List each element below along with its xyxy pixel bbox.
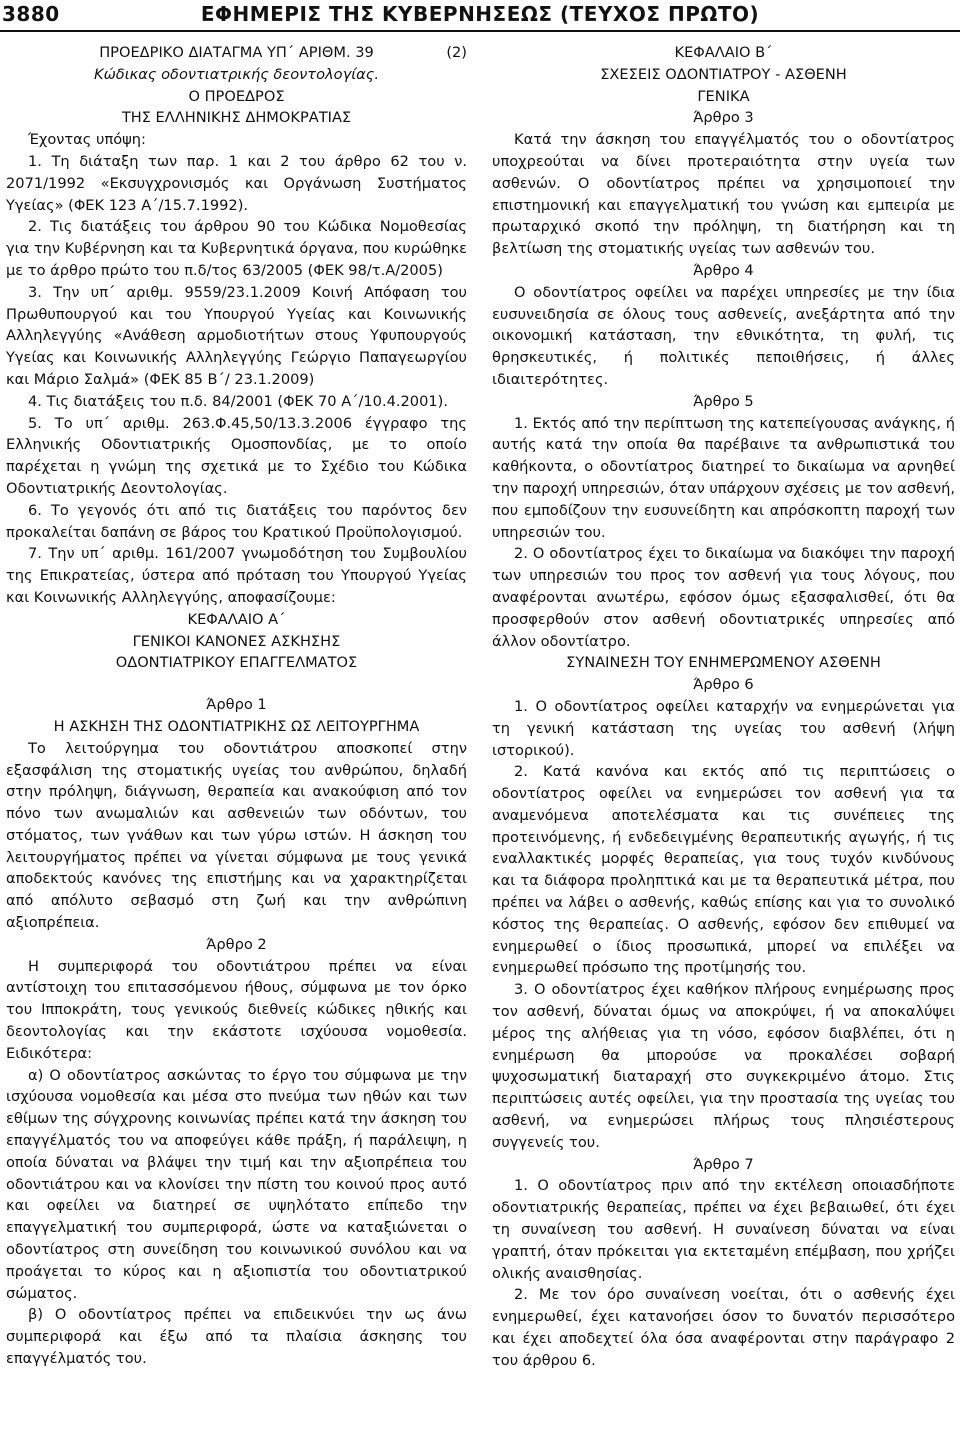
article-3-heading: Άρθρο 3 [693, 109, 754, 127]
article-7-paragraph-1: 1. Ο οδοντίατρος πριν από την εκτέλεση οποιασδήποτε οδοντιατρικής θεραπείας, πρέπει να έχει βεβαιωθεί, ότι έχει τη συναίνεση του ασθενή. Η συναίνεση δύναται να είναι γραπτή, όταν πρόκειται για εκτεταμένη επέμβαση, που χρήζει ολικής αναισθησίας. [492, 1177, 955, 1282]
page-number: 3880 [2, 2, 60, 26]
article-3-text: Κατά την άσκηση του επαγγέλματός του ο οδοντίατρος υποχρεούται να δίνει προτεραιότητα στην υγεία των ασθενών. Ο οδοντίατρος πρέπει να χρησιμοποιεί την επιστημονική και επαγγελματική του γνώση και εμπειρία με πρωταρχικό σκοπό την πρόληψη, τη διατήρηση και τη βελτίωση της στοματικής υγείας των ασθενών του. [492, 131, 955, 258]
president-heading: Ο ΠΡΟΕΔΡΟΣ [188, 87, 285, 105]
decree-subtitle: Κώδικας οδοντιατρικής δεοντολογίας. [94, 65, 379, 83]
article-4-text: Ο οδοντίατρος οφείλει να παρέχει υπηρεσίες με την ίδια ευσυνειδησία σε όλους τους ασθενείς, ανεξάρτητα από την οικονομική κατάσταση, την εθνικότητα, τη φυλή, τις θρησκευτικές, ή πολιτικές πεποιθήσεις, ή άλλες ιδιαιτερότητες. [492, 283, 955, 388]
article-2-b: β) Ο οδοντίατρος πρέπει να επιδεικνύει την ως άνω συμπεριφορά και έξω από τα πλαίσια άσκησης του επαγγέλματός του. [6, 1306, 467, 1368]
gazette-title: ΕΦΗΜΕΡΙΣ ΤΗΣ ΚΥΒΕΡΝΗΣΕΩΣ (ΤΕΥΧΟΣ ΠΡΩΤΟ) [200, 2, 760, 26]
article-5-paragraph-1: 1. Εκτός από την περίπτωση της κατεπείγουσας ανάγκης, ή αυτής κατά την οποία θα παρέβαινε τα ανθρωπιστικά του καθήκοντα, ο οδοντίατρος διατηρεί το δικαίωμα να αρνηθεί την παροχή υπηρεσιών, όταν υπάρχουν σχέσεις με τον ασθενή, που εμποδίζουν την ευσυνείδητη και απρόσκοπτη παροχή των υπηρεσιών του. [492, 414, 955, 541]
article-6-heading: Άρθρο 6 [693, 676, 754, 694]
article-6-paragraph-3: 3. Ο οδοντίατρος έχει καθήκον πλήρους ενημέρωσης προς τον ασθενή, δύναται όμως να αποκρύψει, ή να αποκαλύψει μέρος της αλήθειας για τη νόσο, εφόσον διαβλέπει, ότι η ενημέρωση θα μπορούσε να προκαλέσει σοβαρή ψυχοσωματική διαταραχή στο συγκεκριμένο άτομο. Στις περιπτώσεις αυτές οφείλει, για την προστασία της υγείας του ασθενή, να ενημερώσει πλήρως τους πλησιέστερους συγγενείς του. [492, 981, 955, 1151]
chapter-b-title: ΣΧΕΣΕΙΣ ΟΔΟΝΤΙΑΤΡΟΥ - ΑΣΘΕΝΗ [600, 65, 847, 83]
article-2-heading: Άρθρο 2 [206, 935, 267, 953]
article-1-text: Το λειτούργημα του οδοντιάτρου αποσκοπεί στην εξασφάλιση της στοματικής υγείας του ανθρώπου, δηλαδή στην πρόληψη, διάγνωση, θεραπεία και ανακούφιση από τον πόνο των ανωμαλιών και ασθενειών των οδόντων, του στόματος, των γνάθων και των γύρω ιστών. Η άσκηση του λειτουργήματος πρέπει να γίνεται σύμφωνα με τους γενικά αποδεκτούς κανόνες της επιστήμης και να χαρακτηρίζεται από απόλυτο σεβασμό στη ζωή και την ανθρώπινη αξιοπρέπεια. [6, 739, 467, 932]
consideration-7: 7. Την υπ΄ αριθμ. 161/2007 γνωμοδότηση του Συμβουλίου της Επικρατείας, ύστερα από πρόταση του Υπουργού Υγείας και Κοινωνικής Αλληλεγγύης, αποφασίζουμε: [6, 545, 467, 606]
article-5-heading: Άρθρο 5 [693, 392, 754, 410]
chapter-a-title-2: ΟΔΟΝΤΙΑΤΡΙΚΟΥ ΕΠΑΓΓΕΛΜΑΤΟΣ [115, 654, 358, 672]
header-rule [0, 30, 960, 32]
general-heading: ΓΕΝΙΚΑ [697, 87, 750, 105]
having-regard: Έχοντας υπόψη: [28, 131, 146, 149]
decree-number-tag: (2) [446, 44, 467, 61]
republic-heading: ΤΗΣ ΕΛΛΗΝΙΚΗΣ ΔΗΜΟΚΡΑΤΙΑΣ [121, 109, 352, 127]
right-column [492, 42, 955, 1372]
article-5-paragraph-2: 2. Ο οδοντίατρος έχει το δικαίωμα να διακόψει την παροχή των υπηρεσιών του προς τον ασθενή για τους λόγους, που αναφέρονται ανωτέρω, εφόσον όμως εξασφαλισθεί, ότι θα προσφερθούν στον ασθενή οδοντιατρικές υπηρεσίες από άλλον οδοντίατρο. [492, 545, 955, 650]
consideration-2: 2. Τις διατάξεις του άρθρου 90 του Κώδικα Νομοθεσίας για την Κυβέρνηση και τα Κυβερνητικά όργανα, που κυρώθηκε με το άρθρο πρώτο του π.δ/τος 63/2005 (ΦΕΚ 98/τ.Α/2005) [6, 218, 467, 279]
chapter-a-title-1: ΓΕΝΙΚΟΙ ΚΑΝΟΝΕΣ ΑΣΚΗΣΗΣ [132, 632, 341, 650]
page-header [0, 0, 960, 32]
article-1-title: Η ΑΣΚΗΣΗ ΤΗΣ ΟΔΟΝΤΙΑΤΡΙΚΗΣ ΩΣ ΛΕΙΤΟΥΡΓΗΜΑ [53, 717, 420, 735]
article-7-paragraph-2: 2. Με τον όρο συναίνεση νοείται, ότι ο ασθενής έχει ενημερωθεί, έχει κατανοήσει όσον το δυνατόν περισσότερο και έχει αποδεχτεί όλα όσα αναφέρονται στην παράγραφο 2 του άρθρου 6. [492, 1286, 955, 1369]
consideration-4: 4. Τις διατάξεις του π.δ. 84/2001 (ΦΕΚ 70 Α΄/10.4.2001). [28, 392, 448, 410]
consent-heading: ΣΥΝΑΙΝΕΣΗ ΤΟΥ ΕΝΗΜΕΡΩΜΕΝΟΥ ΑΣΘΕΝΗ [566, 654, 881, 672]
decree-title: ΠΡΟΕΔΡΙΚΟ ΔΙΑΤΑΓΜΑ ΥΠ΄ ΑΡΙΘΜ. 39 [99, 44, 374, 61]
article-2-a: α) Ο οδοντίατρος ασκώντας το έργο του σύμφωνα με την ισχύουσα νομοθεσία και μέσα στο πνεύμα των ηθών και των εθίμων της σύγχρονης κοινωνίας πρέπει κατά την άσκηση του επαγγέλματός του να αποφεύγει κάθε πράξη, ή παράλειψη, η οποία δύναται να βλάψει την τιμή και την αξιοπρέπεια του οδοντιάτρου και να κλονίσει την πίστη του κοινού προς αυτό και οφείλει να διατηρεί σε υψηλότατο επίπεδο την επαγγελματική του συμπεριφορά, ώστε να καταξιώνεται ο οδοντίατρος στη συνείδηση του κοινωνικού συνόλου και να προάγεται το κύρος και η αξιοπιστία του οδοντιατρικού σώματος. [6, 1066, 467, 1302]
chapter-b-heading: ΚΕΦΑΛΑΙΟ Β΄ [674, 44, 773, 61]
consideration-3: 3. Την υπ΄ αριθμ. 9559/23.1.2009 Κοινή Απόφαση του Πρωθυπουργού και του Υπουργού Υγείας και Κοινωνικής Αλληλεγγύης «Ανάθεση αρμοδιοτήτων στους Υφυπουργούς Υγείας και Κοινωνικής Αλληλεγγύης Γεώργιο Παπαγεωργίου και Μάριο Σαλμά» (ΦΕΚ 85 Β΄/ 23.1.2009) [6, 283, 467, 388]
article-2-text: Η συμπεριφορά του οδοντιάτρου πρέπει να είναι αντίστοιχη του επιτασσόμενου ήθους, σύμφωνα με τον όρκο του Ιπποκράτη, τους γενικούς διεθνείς κώδικες ηθικής και δεοντολογίας και την εκάστοτε ισχύουσα νομοθεσία. Ειδικότερα: [6, 957, 467, 1062]
consideration-1: 1. Τη διάταξη των παρ. 1 και 2 του άρθρο 62 του ν. 2071/1992 «Εκσυγχρονισμός και Οργάνωση Συστήματος Υγείας» (ΦΕΚ 123 Α΄/15.7.1992). [6, 152, 467, 214]
article-1-heading: Άρθρο 1 [206, 696, 267, 714]
consideration-5: 5. Το υπ΄ αριθμ. 263.Φ.45,50/13.3.2006 έγγραφο της Ελληνικής Οδοντιατρικής Ομοσπονδίας, με το οποίο παρέχεται η γνώμη της σχετικά με το Σχέδιο του Κώδικα Οδοντιατρικής Δεοντολογίας. [6, 414, 467, 497]
article-7-heading: Άρθρο 7 [693, 1155, 754, 1173]
article-6-paragraph-2: 2. Κατά κανόνα και εκτός από τις περιπτώσεις ο οδοντίατρος οφείλει να ενημερώσει τον ασθενή για τα αναμενόμενα αποτελέσματα και τις συνέπειες της προτεινόμενης, ή ενδεδειγμένης θεραπευτικής αγωγής, ή τις εναλλακτικές μορφές θεραπείας, για τους τυχόν κινδύνους και τα διάφορα προληπτικά και με τα θεραπευτικά μέτρα, που πρέπει να λάβει ο ασθενής, καθώς επίσης και για το συνολικό κόστος της θεραπείας. Ο ασθενής, εφόσον δεν επιθυμεί να ενημερωθεί ο ίδιος προσωπικά, μπορεί να επιλέξει να ενημερωθεί πρόσωπο της προτίμησής του. [492, 763, 955, 977]
article-6-paragraph-1: 1. Ο οδοντίατρος οφείλει καταρχήν να ενημερώνεται για τη γενική κατάσταση της υγείας του ασθενή (λήψη ιστορικού). [492, 697, 955, 759]
left-column [6, 42, 467, 1370]
article-4-heading: Άρθρο 4 [693, 261, 754, 279]
chapter-a-heading: ΚΕΦΑΛΑΙΟ Α΄ [187, 610, 286, 628]
consideration-6: 6. Το γεγονός ότι από τις διατάξεις του παρόντος δεν προκαλείται δαπάνη σε βάρος του Κρατικού Προϋπολογισμού. [6, 501, 467, 541]
